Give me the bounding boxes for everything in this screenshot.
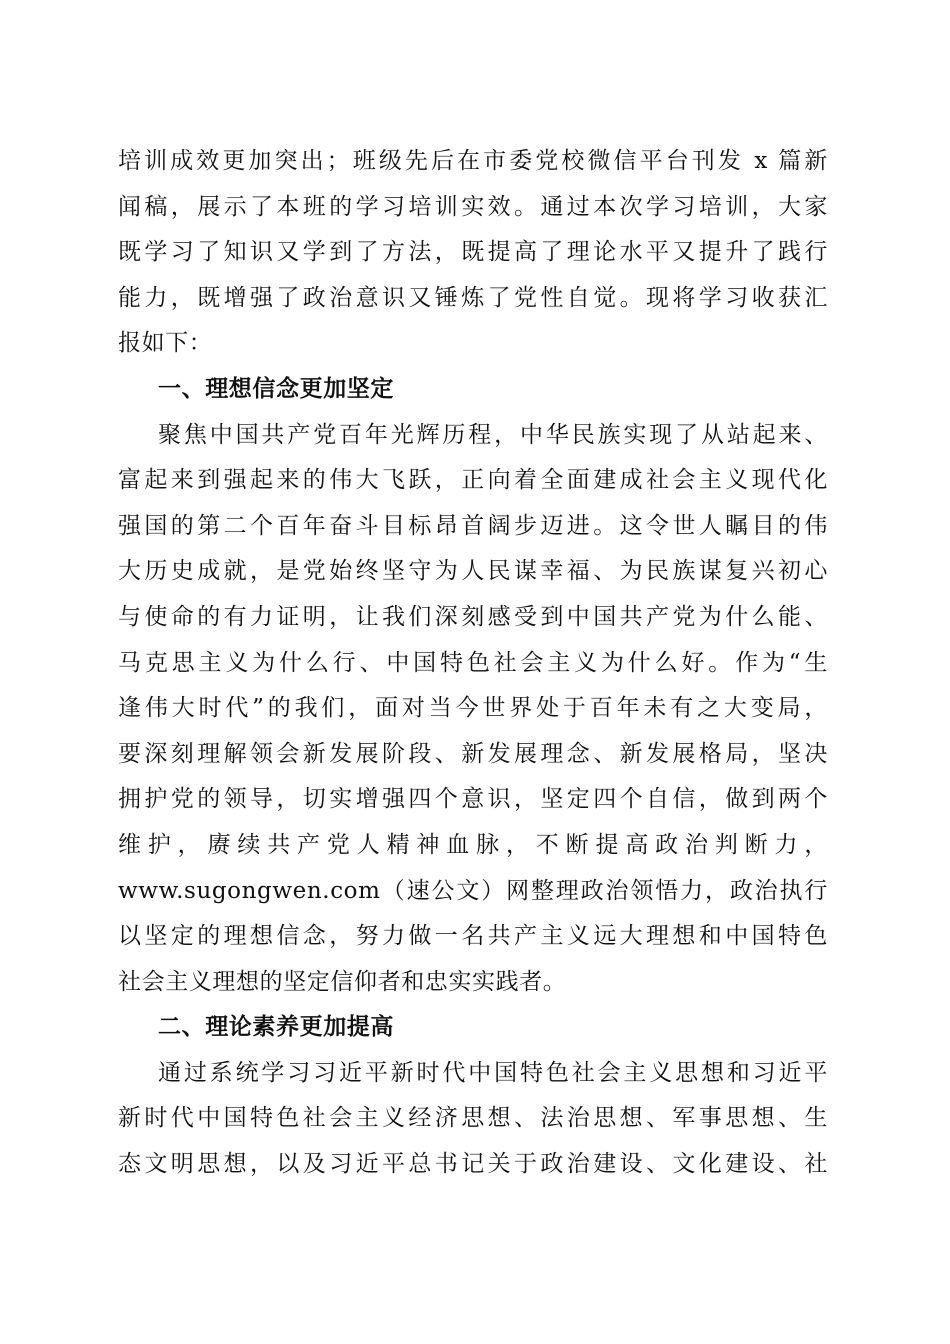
paragraph-line: 社会主义理想的坚定信仰者和忠实实践者。 [118, 968, 567, 995]
paragraph-line: 培训成效更加突出；班级先后在市委党校微信平台刊发 x 篇新 [118, 148, 828, 174]
paragraph-line: 强国的第二个百年奋斗目标昂首阔步迈进。这令世人瞩目的伟 [118, 512, 828, 539]
paragraph-line: 拥护党的领导，切实增强四个意识，坚定四个自信，做到两个 [118, 786, 828, 813]
paragraph-line: 闻稿，展示了本班的学习培训实效。通过本次学习培训，大家 [118, 193, 828, 220]
paragraph-line: 通过系统学习习近平新时代中国特色社会主义思想和习近平 [158, 1059, 828, 1086]
paragraph-line: 新时代中国特色社会主义经济思想、法治思想、军事思想、生 [118, 1105, 828, 1132]
paragraph-line: www.sugongwen.com（速公文）网整理政治领悟力，政治执行 [118, 877, 828, 904]
paragraph-line: 报如下： [118, 330, 213, 357]
paragraph-line: 既学习了知识又学到了方法，既提高了理论水平又提升了践行 [118, 239, 828, 266]
paragraph-line: 维护，赓续共产党人精神血脉，不断提高政治判断力， [118, 831, 828, 858]
paragraph-line: 要深刻理解领会新发展阶段、新发展理念、新发展格局，坚决 [118, 740, 828, 767]
paragraph-line: 大历史成就，是党始终坚守为人民谋幸福、为民族谋复兴初心 [118, 558, 828, 585]
paragraph-line: 以坚定的理想信念，努力做一名共产主义远大理想和中国特色 [118, 923, 828, 950]
section-heading-1: 一、理想信念更加坚定 [158, 375, 394, 402]
paragraph-line: 聚焦中国共产党百年光辉历程，中华民族实现了从站起来、 [158, 421, 828, 448]
paragraph-line: 态文明思想，以及习近平总书记关于政治建设、文化建设、社 [118, 1151, 828, 1178]
paragraph-line: 逢伟大时代”的我们，面对当今世界处于百年未有之大变局， [118, 695, 828, 722]
paragraph-line: 富起来到强起来的伟大飞跃，正向着全面建成社会主义现代化 [118, 467, 828, 494]
section-heading-2: 二、理论素养更加提高 [158, 1014, 394, 1041]
document-body [118, 139, 828, 1188]
paragraph-line: 马克思主义为什么行、中国特色社会主义为什么好。作为“生 [118, 649, 828, 676]
paragraph-line: 能力，既增强了政治意识又锤炼了党性自觉。现将学习收获汇 [118, 284, 828, 311]
paragraph-line: 与使命的有力证明，让我们深刻感受到中国共产党为什么能、 [118, 603, 828, 630]
